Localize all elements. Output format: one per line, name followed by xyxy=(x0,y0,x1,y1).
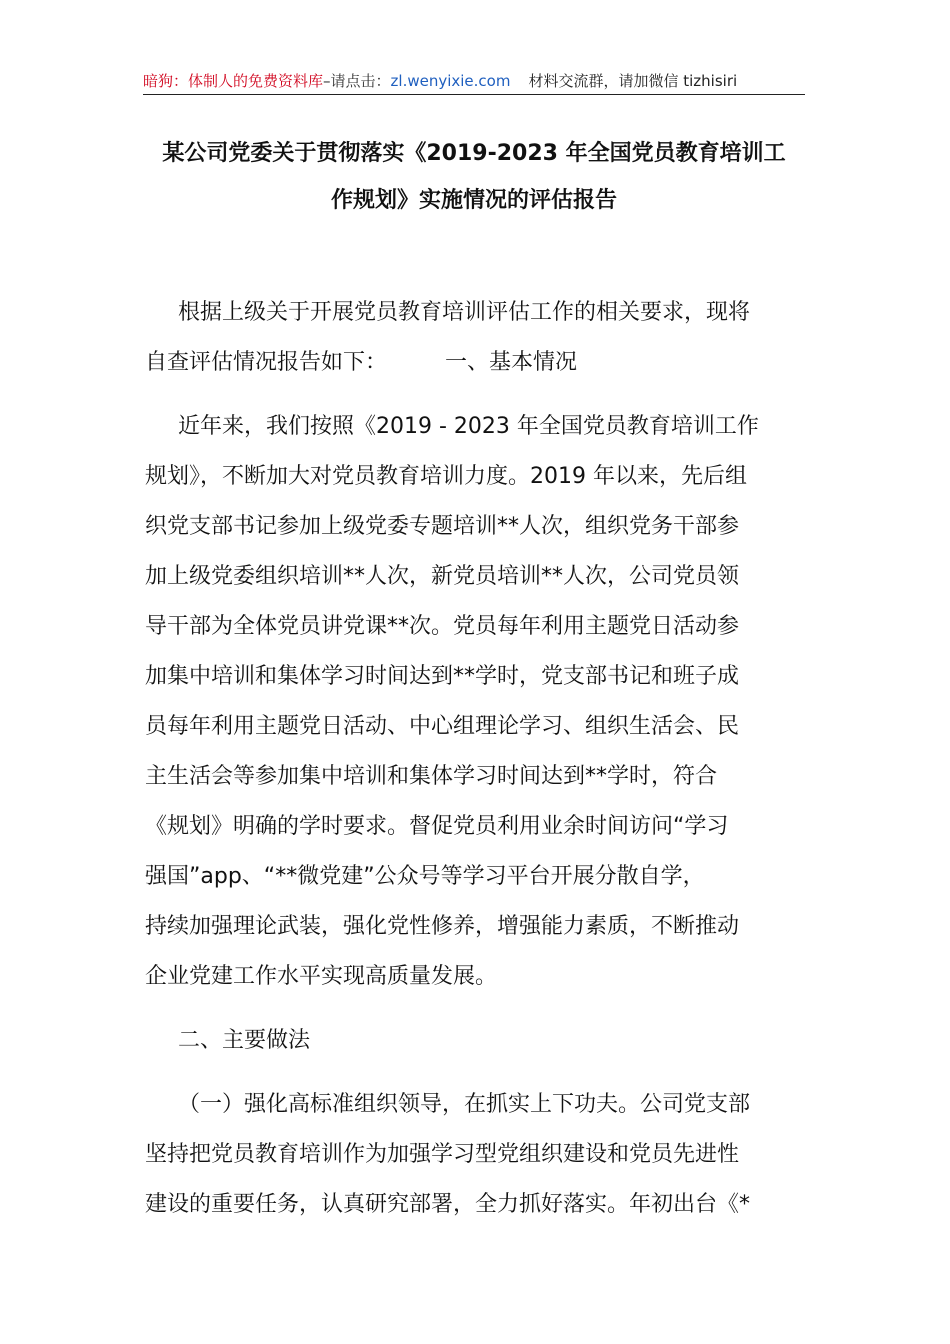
section-2-heading: 二、主要做法 xyxy=(178,1028,311,1053)
intro-line-2-text: 自查评估情况报告如下： xyxy=(145,350,388,375)
paragraph-2-line: 建设的重要任务，认真研究部署，全力抓好落实。年初出台《* xyxy=(145,1192,751,1217)
paragraph-2-line: 坚持把党员教育培训作为加强学习型党组织建设和党员先进性 xyxy=(145,1142,740,1167)
document-body xyxy=(145,288,805,1230)
page-header xyxy=(143,70,805,92)
header-link-prefix: –请点击： xyxy=(323,72,391,90)
header-group-note: 材料交流群，请加微信 tizhisiri xyxy=(528,72,738,90)
paragraph-2-line: （一）强化高标准组织领导，在抓实上下功夫。公司党支部 xyxy=(178,1092,751,1117)
section-1-heading: 一、基本情况 xyxy=(445,350,578,375)
title-line-1: 某公司党委关于贯彻落实《2019-2023 年全国党员教育培训工 xyxy=(162,141,786,166)
paragraph-1-line: 规划》，不断加大对党员教育培训力度。2019 年以来，先后组 xyxy=(145,464,747,489)
paragraph-1-line: 导干部为全体党员讲党课**次。党员每年利用主题党日活动参 xyxy=(145,614,740,639)
document-title xyxy=(143,130,805,224)
paragraph-1-line: 加集中培训和集体学习时间达到**学时，党支部书记和班子成 xyxy=(145,664,740,689)
paragraph-1-line: 主生活会等参加集中培训和集体学习时间达到**学时，符合 xyxy=(145,764,718,789)
header-link[interactable]: zl.wenyixie.com xyxy=(390,72,511,90)
paragraph-1-line: 近年来，我们按照《2019 - 2023 年全国党员教育培训工作 xyxy=(178,414,759,439)
intro-line-2 xyxy=(145,338,805,388)
paragraph-1-line: 员每年利用主题党日活动、中心组理论学习、组织生活会、民 xyxy=(145,714,740,739)
paragraph-1-line: 加上级党委组织培训**人次，新党员培训**人次，公司党员领 xyxy=(145,564,740,589)
header-divider xyxy=(143,94,805,95)
paragraph-1-line: 企业党建工作水平实现高质量发展。 xyxy=(145,964,498,989)
paragraph-1-line: 织党支部书记参加上级党委专题培训**人次，组织党务干部参 xyxy=(145,514,740,539)
title-line-2: 作规划》实施情况的评估报告 xyxy=(330,188,617,213)
header-brand: 暗狗：体制人的免费资料库 xyxy=(143,72,324,90)
paragraph-1-line: 持续加强理论武装，强化党性修养，增强能力素质，不断推动 xyxy=(145,914,740,939)
paragraph-1-line: 《规划》明确的学时要求。督促党员利用业余时间访问“学习 xyxy=(145,814,729,839)
intro-line-1: 根据上级关于开展党员教育培训评估工作的相关要求，现将 xyxy=(178,300,751,325)
paragraph-1-line: 强国”app、“**微党建”公众号等学习平台开展分散自学， xyxy=(145,864,705,889)
